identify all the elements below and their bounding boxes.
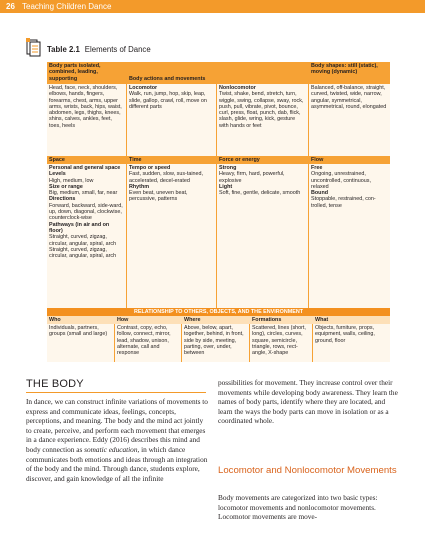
locomotor-text: Walk, run, jump, hop, skip, leap, slide, gallop, crawl, roll, move on different parts bbox=[129, 91, 207, 110]
header-who: Who bbox=[47, 316, 115, 324]
locomotor-label: Locomotor bbox=[129, 85, 158, 91]
header-body-parts: Body parts isolated, combined, leading, supporting bbox=[47, 62, 127, 84]
force-text-strong: Heavy, firm, hard, powerful, explosive bbox=[219, 171, 285, 184]
header-where: Where bbox=[182, 316, 250, 324]
cell-where: Above, below, apart, together, behind, in front, side by side, meeting, parting, over, under, between bbox=[182, 324, 250, 362]
space-text-pathways-2: Straight, curved, zigzag, circular, angular, spiral, arch bbox=[49, 246, 117, 260]
space-label-size: Size or range bbox=[49, 183, 83, 190]
flow-text-bound: Stoppable, restrained, con-trolled, tense bbox=[311, 196, 376, 209]
space-label-personal: Personal and general space bbox=[49, 165, 121, 171]
space-text-levels: High, medium, low bbox=[49, 177, 94, 184]
right-column-paragraph: possibilities for movement. They increase control over their movements while developing body awareness. They learn the names of body parts, identify where they are located, and learn the ways the body parts can move in isolation or as a coordinated whole. bbox=[218, 378, 398, 426]
section-rule bbox=[26, 392, 206, 393]
force-label-strong: Strong bbox=[219, 165, 237, 171]
flow-label-bound: Bound bbox=[311, 190, 329, 197]
section-title: THE BODY bbox=[26, 378, 84, 390]
elements-of-dance-table bbox=[47, 62, 390, 362]
right-column-paragraph-2: Body movements are categorized into two basic types: locomotor movements and nonlocomotor movements. Locomotor movements are move- bbox=[218, 493, 378, 522]
header-formations: Formations bbox=[250, 316, 313, 324]
header-body-shapes: Body shapes: still (static), moving (dynamic) bbox=[309, 62, 390, 84]
flow-text-free: Ongoing, unrestrained, uncontrolled, continuous, relaxed bbox=[311, 171, 371, 190]
table-number: Table 2.1 bbox=[47, 45, 80, 54]
cell-what: Objects, furniture, props, equipment, walls, ceiling, ground, floor bbox=[315, 325, 375, 344]
left-para-part2: in which dance communicates both emotions and ideas through an integration of the body and the mind. Through dance, students explore, discover, and gain knowledge of all the infinite bbox=[26, 444, 208, 483]
left-para-italic: somatic education, bbox=[84, 444, 140, 454]
space-text-pathways: Straight, curved, zigzag, circular, angular, spiral, arch bbox=[49, 234, 117, 247]
space-text-directions: Forward, backward, side-ward, up, down, diagonal, clockwise, counterclock-wise bbox=[49, 202, 123, 222]
nonlocomotor-label: Nonlocomotor bbox=[219, 85, 256, 91]
header-flow: Flow bbox=[309, 156, 390, 164]
cell-how: Contrast, copy, echo, follow, connect, mirror, lead, shadow, unison, alternate, call and response bbox=[115, 324, 182, 362]
cell-who: Individuals, partners, groups (small and large) bbox=[47, 324, 115, 362]
header-body-actions: Body actions and movements bbox=[127, 62, 309, 84]
table-body-row bbox=[47, 84, 390, 156]
space-text-size: Big, medium, small, far, near bbox=[49, 190, 118, 197]
cell-locomotor bbox=[127, 84, 217, 156]
running-title: Teaching Children Dance bbox=[22, 2, 112, 11]
time-label-tempo: Tempo or speed bbox=[129, 165, 171, 171]
relationship-bar: RELATIONSHIP TO OTHERS, OBJECTS, AND THE ENVIRONMENT bbox=[47, 308, 390, 316]
space-label-levels: Levels bbox=[49, 171, 66, 178]
cell-body-parts: Head, face, neck, shoulders, elbows, hands, fingers, forearms, chest, arms, upper arms, wrists, back, hips, waist, abdomen, legs, thighs, knees, shins, calves, ankles, feet, toes, heels bbox=[47, 84, 127, 156]
cell-nonlocomotor bbox=[217, 84, 309, 156]
table-top-header-row bbox=[47, 62, 390, 84]
cell-space bbox=[47, 164, 127, 308]
table-qualities-row bbox=[47, 164, 390, 308]
page-number: 26 bbox=[6, 2, 15, 11]
relationship-header-row bbox=[47, 316, 390, 324]
header-space: Space bbox=[47, 156, 127, 164]
space-label-directions: Directions bbox=[49, 196, 76, 203]
force-label-light: Light bbox=[219, 183, 233, 190]
time-text-rhythm: Even beat, uneven beat, percussive, patterns bbox=[129, 190, 188, 203]
time-text-tempo: Fast, sudden, slow, sus-tained, accelerated, decel-erated bbox=[129, 171, 204, 184]
subheading-locomotor: Locomotor and Nonlocomotor Movements bbox=[218, 465, 397, 476]
force-text-light: Soft, fine, gentle, delicate, smooth bbox=[219, 190, 301, 197]
table-caption: Elements of Dance bbox=[84, 45, 151, 54]
table-title bbox=[47, 45, 151, 54]
cell-time bbox=[127, 164, 217, 308]
relationship-data-row bbox=[47, 324, 390, 362]
time-label-rhythm: Rhythm bbox=[129, 183, 150, 190]
cell-force bbox=[217, 164, 309, 308]
nonlocomotor-text: Twist, shake, bend, stretch, turn, wiggle, swing, collapse, sway, rock, push, pull, vibrate, pivot, bounce, curl, press, float, punch, dab, flick, slash, glide, wring, kick, gesture with hands or feet bbox=[219, 91, 304, 129]
left-column-paragraph bbox=[26, 397, 208, 483]
left-para-part1: In dance, we can construct infinite variations of movements to express and communicate ideas, feelings, concepts, perceptions, and meaning. The body and the mind act jointly to create, perceive, and perform each movement that emerges in a dance experience. Eddy (2016) describes this mind and body connection as bbox=[26, 397, 208, 454]
cell-flow bbox=[309, 164, 390, 308]
flow-label-free: Free bbox=[311, 165, 323, 171]
cell-formations: Scattered, lines (short, long), circles, curves, square, semicircle, triangle, rows, rect-angle, X-shape bbox=[250, 324, 313, 362]
space-label-pathways: Pathways (in air and on floor) bbox=[49, 221, 110, 234]
header-time: Time bbox=[127, 156, 217, 164]
table-icon bbox=[26, 38, 41, 57]
cell-body-shapes: Balanced, off-balance, straight, curved, twisted, wide, narrow, angular, symmetrical, asymmetrical, round, elongated bbox=[311, 85, 387, 110]
table-mid-header-row bbox=[47, 156, 390, 164]
page-header bbox=[0, 0, 425, 13]
header-what: What bbox=[313, 316, 390, 324]
header-how: How bbox=[115, 316, 182, 324]
header-force: Force or energy bbox=[217, 156, 309, 164]
